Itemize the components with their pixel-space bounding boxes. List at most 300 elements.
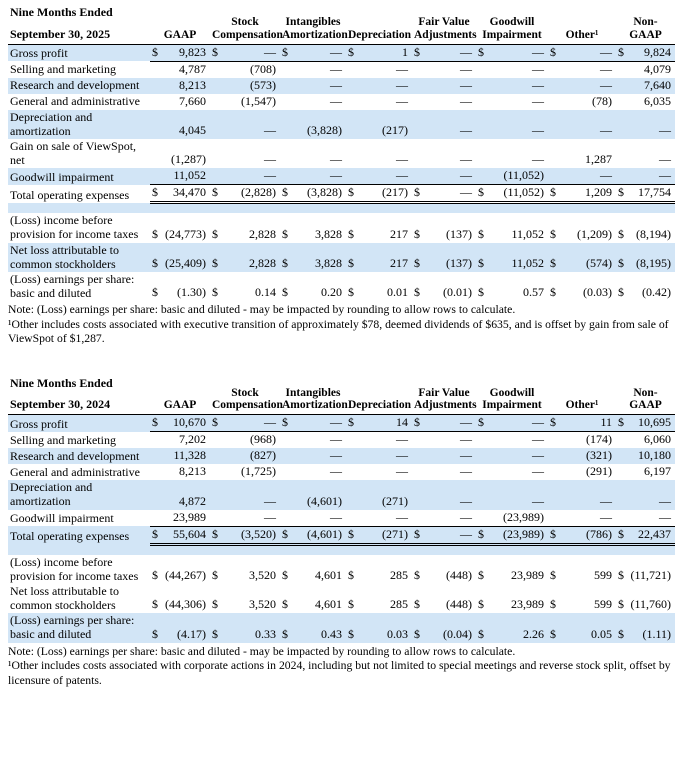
- cell-value: (786): [586, 526, 612, 541]
- note-line: Note: (Loss) earnings per share: basic and diluted - may be impacted by rounding to allow rows to calculate.: [8, 303, 516, 317]
- cell-value: —: [396, 432, 408, 447]
- value-cell: [280, 584, 346, 613]
- cell-value: 1: [402, 44, 408, 59]
- row-label: Net loss attributable to common stockholders: [10, 242, 119, 271]
- table-row: [8, 213, 675, 242]
- value-cell: [412, 110, 476, 139]
- cell-value: 7,640: [644, 77, 671, 92]
- column-header-line: GAAP: [163, 399, 197, 412]
- value-cell: [280, 44, 346, 61]
- table-row: [8, 584, 675, 613]
- cell-value: 10,180: [638, 448, 671, 463]
- table-row: [8, 415, 675, 432]
- value-cell: [412, 448, 476, 464]
- row-label: Net loss attributable to common stockholders: [10, 583, 119, 613]
- value-cell: [346, 613, 412, 642]
- value-cell: [412, 94, 476, 110]
- cell-value: (4,601): [307, 493, 342, 508]
- cell-value: 11,052: [173, 168, 206, 183]
- table-row: [8, 448, 675, 464]
- value-cell: [412, 61, 476, 78]
- cell-value: (11,052): [503, 185, 544, 200]
- column-header: [548, 377, 616, 415]
- value-cell: [210, 243, 280, 272]
- value-cell: [548, 448, 616, 464]
- cell-value: (3,828): [307, 185, 342, 200]
- value-cell: [280, 510, 346, 527]
- cell-value: 11: [600, 415, 612, 430]
- value-cell: [150, 526, 210, 544]
- currency-symbol: $: [212, 597, 218, 612]
- currency-symbol: $: [282, 597, 288, 612]
- value-cell: [616, 555, 675, 584]
- cell-value: 0.14: [255, 285, 276, 300]
- cell-value: 14: [396, 415, 408, 430]
- cell-value: —: [396, 509, 408, 524]
- cell-value: —: [264, 493, 276, 508]
- cell-value: —: [396, 93, 408, 108]
- currency-symbol: $: [152, 255, 158, 270]
- value-cell: [210, 480, 280, 509]
- value-cell: [616, 44, 675, 61]
- column-header-line: Depreciation: [348, 28, 412, 41]
- cell-value: (1.30): [177, 285, 206, 300]
- value-cell: [210, 415, 280, 432]
- row-label: Selling and marketing: [10, 62, 116, 77]
- cell-value: 0.05: [591, 626, 612, 641]
- column-header: [616, 377, 675, 415]
- cell-value: —: [600, 509, 612, 524]
- value-cell: [150, 272, 210, 301]
- cell-value: 285: [390, 597, 408, 612]
- column-header-line: Other¹: [565, 399, 599, 412]
- cell-value: 9,824: [644, 44, 671, 59]
- value-cell: [150, 448, 210, 464]
- value-cell: [412, 464, 476, 480]
- cell-value: —: [460, 61, 472, 76]
- row-label: (Loss) earnings per share: basic and diluted: [10, 613, 135, 642]
- value-cell: [476, 94, 548, 110]
- column-header-line: Compensation: [212, 28, 283, 41]
- cell-value: 1,287: [585, 152, 612, 167]
- column-header-line: Amortization: [282, 399, 348, 412]
- currency-symbol: $: [550, 567, 556, 582]
- value-cell: [150, 555, 210, 584]
- currency-symbol: $: [618, 255, 624, 270]
- value-cell: [210, 526, 280, 544]
- cell-value: 34,470: [173, 185, 206, 200]
- value-cell: [548, 584, 616, 613]
- currency-symbol: $: [414, 44, 420, 59]
- value-cell: [548, 464, 616, 480]
- value-cell: [346, 526, 412, 544]
- value-cell: [548, 185, 616, 203]
- column-header-line: Impairment: [482, 28, 542, 41]
- cell-value: (708): [250, 61, 276, 76]
- value-cell: [150, 61, 210, 78]
- value-cell: [548, 526, 616, 544]
- value-cell: [476, 613, 548, 642]
- value-cell: [280, 139, 346, 168]
- value-cell: [616, 510, 675, 527]
- cell-value: —: [264, 152, 276, 167]
- column-header: [210, 377, 283, 415]
- row-label: Research and development: [10, 449, 140, 464]
- value-cell: [616, 415, 675, 432]
- row-label: (Loss) income before provision for income taxes: [10, 554, 139, 583]
- table-row: [8, 432, 675, 449]
- cell-value: —: [460, 448, 472, 463]
- cell-value: 4,601: [315, 567, 342, 582]
- cell-value: 11,328: [173, 448, 206, 463]
- currency-symbol: $: [212, 567, 218, 582]
- cell-value: 217: [390, 226, 408, 241]
- cell-value: 4,079: [644, 61, 671, 76]
- value-cell: [210, 213, 280, 242]
- value-cell: [346, 168, 412, 185]
- cell-value: 7,202: [179, 432, 206, 447]
- currency-symbol: $: [152, 415, 158, 430]
- value-cell: [548, 243, 616, 272]
- cell-value: —: [460, 77, 472, 92]
- value-cell: [150, 584, 210, 613]
- cell-value: —: [460, 122, 472, 137]
- value-cell: [548, 432, 616, 449]
- value-cell: [476, 139, 548, 168]
- period-title-line1: Nine Months Ended: [10, 375, 113, 390]
- currency-symbol: $: [550, 185, 556, 200]
- cell-value: 0.20: [321, 285, 342, 300]
- value-cell: [412, 526, 476, 544]
- value-cell: [150, 415, 210, 432]
- cell-value: —: [460, 44, 472, 59]
- cell-value: (217): [382, 185, 408, 200]
- currency-symbol: $: [618, 226, 624, 241]
- value-cell: [210, 584, 280, 613]
- column-header: [548, 6, 616, 44]
- currency-symbol: $: [550, 285, 556, 300]
- cell-value: —: [460, 415, 472, 430]
- cell-value: —: [600, 168, 612, 183]
- header-row: [8, 377, 675, 415]
- row-label: Total operating expenses: [10, 187, 130, 202]
- column-header-line: Stock: [231, 15, 259, 28]
- period-title-line2: September 30, 2024: [10, 397, 111, 412]
- value-cell: [616, 185, 675, 203]
- currency-symbol: $: [152, 526, 158, 541]
- cell-value: —: [460, 509, 472, 524]
- value-cell: [280, 415, 346, 432]
- cell-value: —: [659, 168, 671, 183]
- currency-symbol: $: [478, 597, 484, 612]
- value-cell: [616, 168, 675, 185]
- column-header-line: GAAP: [629, 399, 662, 412]
- cell-value: 0.01: [387, 285, 408, 300]
- currency-symbol: $: [414, 255, 420, 270]
- table-row: [8, 110, 675, 139]
- value-cell: [150, 185, 210, 203]
- value-cell: [616, 78, 675, 94]
- value-cell: [616, 526, 675, 544]
- column-header: [280, 377, 346, 415]
- cell-value: (174): [586, 432, 612, 447]
- cell-value: 6,060: [644, 432, 671, 447]
- cell-value: —: [330, 93, 342, 108]
- value-cell: [616, 272, 675, 301]
- cell-value: 17,754: [638, 185, 671, 200]
- value-cell: [280, 555, 346, 584]
- value-cell: [412, 78, 476, 94]
- cell-value: 285: [390, 567, 408, 582]
- value-cell: [210, 185, 280, 203]
- value-cell: [548, 613, 616, 642]
- currency-symbol: $: [212, 526, 218, 541]
- value-cell: [280, 110, 346, 139]
- column-header-line: Intangibles: [285, 15, 341, 28]
- value-cell: [412, 555, 476, 584]
- value-cell: [150, 44, 210, 61]
- value-cell: [476, 185, 548, 203]
- cell-value: (0.01): [443, 285, 472, 300]
- cell-value: —: [532, 415, 544, 430]
- table-row: [8, 480, 675, 509]
- reconciliation-table: [8, 377, 675, 643]
- cell-value: (1,725): [241, 464, 276, 479]
- column-header-line: Non-: [633, 15, 658, 28]
- value-cell: [280, 464, 346, 480]
- header-row: [8, 6, 675, 44]
- cell-value: 11,052: [511, 226, 544, 241]
- cell-value: —: [330, 448, 342, 463]
- value-cell: [346, 448, 412, 464]
- value-cell: [548, 168, 616, 185]
- cell-value: —: [264, 168, 276, 183]
- currency-symbol: $: [282, 255, 288, 270]
- currency-symbol: $: [152, 626, 158, 641]
- value-cell: [476, 44, 548, 61]
- period-title-line2: September 30, 2025: [10, 26, 111, 41]
- column-header-line: Amortization: [282, 28, 348, 41]
- cell-value: 9,823: [179, 44, 206, 59]
- value-cell: [412, 272, 476, 301]
- column-header: [150, 6, 210, 44]
- reconciliation-table-section-302024: [8, 377, 675, 688]
- currency-symbol: $: [282, 185, 288, 200]
- cell-value: (23,989): [503, 526, 544, 541]
- cell-value: —: [264, 122, 276, 137]
- cell-value: —: [600, 44, 612, 59]
- table-row: [8, 555, 675, 584]
- cell-value: —: [532, 493, 544, 508]
- currency-symbol: $: [152, 567, 158, 582]
- cell-value: —: [532, 44, 544, 59]
- cell-value: —: [600, 493, 612, 508]
- currency-symbol: $: [348, 526, 354, 541]
- cell-value: 3,828: [315, 255, 342, 270]
- cell-value: (11,760): [630, 597, 671, 612]
- column-header: [210, 6, 283, 44]
- currency-symbol: $: [348, 597, 354, 612]
- value-cell: [210, 510, 280, 527]
- column-header: [476, 377, 548, 415]
- column-header-line: Non-: [633, 386, 658, 399]
- value-cell: [280, 526, 346, 544]
- value-cell: [412, 613, 476, 642]
- value-cell: [150, 139, 210, 168]
- cell-value: 0.03: [387, 626, 408, 641]
- value-cell: [280, 213, 346, 242]
- currency-symbol: $: [212, 415, 218, 430]
- currency-symbol: $: [478, 526, 484, 541]
- cell-value: (0.04): [443, 626, 472, 641]
- currency-symbol: $: [478, 626, 484, 641]
- spacer-row: [8, 203, 675, 214]
- value-cell: [280, 94, 346, 110]
- cell-value: (3,828): [307, 122, 342, 137]
- cell-value: 2,828: [249, 255, 276, 270]
- value-cell: [616, 94, 675, 110]
- cell-value: 217: [390, 255, 408, 270]
- value-cell: [412, 213, 476, 242]
- value-cell: [616, 432, 675, 449]
- cell-value: —: [396, 448, 408, 463]
- currency-symbol: $: [282, 415, 288, 430]
- value-cell: [150, 464, 210, 480]
- currency-symbol: $: [618, 285, 624, 300]
- cell-value: —: [532, 122, 544, 137]
- currency-symbol: $: [348, 226, 354, 241]
- value-cell: [616, 480, 675, 509]
- cell-value: 3,520: [249, 567, 276, 582]
- value-cell: [476, 480, 548, 509]
- cell-value: 3,520: [249, 597, 276, 612]
- value-cell: [210, 272, 280, 301]
- value-cell: [476, 448, 548, 464]
- currency-symbol: $: [414, 415, 420, 430]
- currency-symbol: $: [282, 285, 288, 300]
- value-cell: [476, 243, 548, 272]
- cell-value: —: [264, 509, 276, 524]
- cell-value: 3,828: [315, 226, 342, 241]
- table-row: [8, 44, 675, 61]
- column-header-line: Depreciation: [348, 399, 412, 412]
- column-header-line: Other¹: [565, 28, 599, 41]
- currency-symbol: $: [618, 567, 624, 582]
- value-cell: [476, 78, 548, 94]
- value-cell: [616, 139, 675, 168]
- cell-value: —: [460, 152, 472, 167]
- value-cell: [210, 555, 280, 584]
- cell-value: —: [330, 432, 342, 447]
- row-label: Research and development: [10, 78, 140, 93]
- cell-value: —: [396, 168, 408, 183]
- cell-value: —: [396, 77, 408, 92]
- value-cell: [346, 555, 412, 584]
- currency-symbol: $: [550, 44, 556, 59]
- value-cell: [346, 510, 412, 527]
- cell-value: 4,787: [179, 61, 206, 76]
- cell-value: (8,195): [636, 255, 671, 270]
- value-cell: [210, 94, 280, 110]
- value-cell: [280, 432, 346, 449]
- cell-value: 599: [594, 597, 612, 612]
- value-cell: [150, 110, 210, 139]
- value-cell: [346, 464, 412, 480]
- value-cell: [412, 139, 476, 168]
- column-header-line: Intangibles: [285, 386, 341, 399]
- value-cell: [346, 44, 412, 61]
- currency-symbol: $: [348, 255, 354, 270]
- value-cell: [346, 61, 412, 78]
- currency-symbol: $: [550, 597, 556, 612]
- value-cell: [616, 448, 675, 464]
- cell-value: 8,213: [179, 77, 206, 92]
- value-cell: [548, 44, 616, 61]
- cell-value: (24,773): [165, 226, 206, 241]
- column-header: [412, 377, 476, 415]
- cell-value: (448): [446, 567, 472, 582]
- cell-value: 0.43: [321, 626, 342, 641]
- table-notes: [8, 303, 675, 347]
- value-cell: [346, 480, 412, 509]
- cell-value: —: [532, 93, 544, 108]
- value-cell: [280, 78, 346, 94]
- value-cell: [346, 272, 412, 301]
- cell-value: (271): [382, 493, 408, 508]
- value-cell: [616, 584, 675, 613]
- value-cell: [412, 510, 476, 527]
- cell-value: (574): [586, 255, 612, 270]
- value-cell: [616, 613, 675, 642]
- cell-value: —: [600, 122, 612, 137]
- row-label: General and administrative: [10, 465, 140, 480]
- row-label: Goodwill impairment: [10, 510, 114, 525]
- value-cell: [280, 272, 346, 301]
- column-header-line: GAAP: [163, 28, 197, 41]
- cell-value: (1,287): [171, 152, 206, 167]
- currency-symbol: $: [212, 44, 218, 59]
- column-header: [280, 6, 346, 44]
- value-cell: [210, 613, 280, 642]
- value-cell: [476, 415, 548, 432]
- cell-value: (78): [592, 93, 612, 108]
- row-label: Goodwill impairment: [10, 169, 114, 184]
- currency-symbol: $: [478, 415, 484, 430]
- currency-symbol: $: [550, 255, 556, 270]
- column-header-line: Stock: [231, 386, 259, 399]
- currency-symbol: $: [414, 185, 420, 200]
- cell-value: (827): [250, 448, 276, 463]
- currency-symbol: $: [152, 226, 158, 241]
- cell-value: 55,604: [173, 526, 206, 541]
- table-row: [8, 185, 675, 203]
- cell-value: 10,695: [638, 415, 671, 430]
- currency-symbol: $: [618, 526, 624, 541]
- note-line: Note: (Loss) earnings per share: basic and diluted - may be impacted by rounding to allow rows to calculate.: [8, 644, 516, 658]
- value-cell: [412, 44, 476, 61]
- cell-value: (1,209): [577, 226, 612, 241]
- currency-symbol: $: [414, 626, 420, 641]
- value-cell: [412, 480, 476, 509]
- table-row: [8, 510, 675, 527]
- table-notes: [8, 645, 675, 689]
- cell-value: 6,197: [644, 464, 671, 479]
- footnote-line: ¹Other includes costs associated with corporate actions in 2024, including but not limited to special meetings and reverse stock split, offset by licensure of patents.: [8, 659, 671, 687]
- cell-value: 4,601: [315, 597, 342, 612]
- cell-value: —: [659, 509, 671, 524]
- currency-symbol: $: [414, 567, 420, 582]
- spacer-row: [8, 544, 675, 555]
